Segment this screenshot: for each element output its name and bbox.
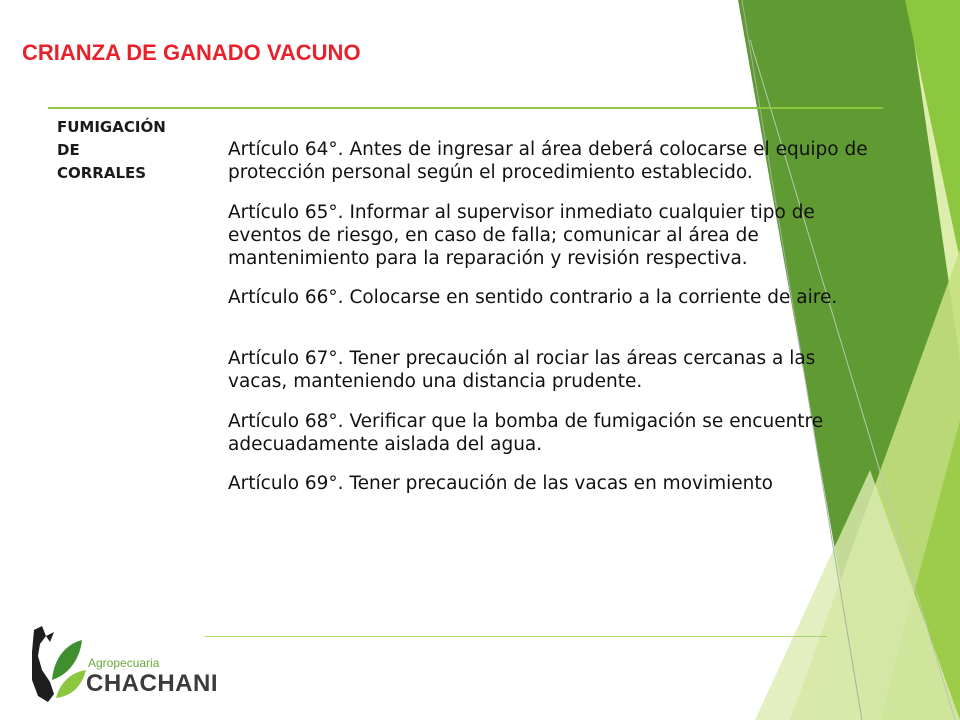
bottom-divider [205, 636, 827, 637]
article-67: Artículo 67°. Tener precaución al rociar las áreas cercanas a las vacas, manteniendo una distancia prudente. [228, 348, 816, 392]
articles-list [228, 138, 868, 495]
section-label-line: FUMIGACIÓN [57, 118, 166, 136]
slide-title: CRIANZA DE GANADO VACUNO [22, 40, 361, 65]
logo-subtitle: Agropecuaria [88, 656, 160, 670]
article-65: Artículo 65°. Informar al supervisor inmediato cualquier tipo de eventos de riesgo, en caso de falla; comunicar al área de mantenimiento para la reparación y revisión respectiva. [228, 202, 815, 269]
article-69: Artículo 69°. Tener precaución de las vacas en movimiento [228, 473, 773, 494]
article-68: Artículo 68°. Verificar que la bomba de fumigación se encuentre adecuadamente aislada del agua. [228, 411, 824, 455]
cow-leaf-logo-icon [30, 622, 90, 706]
company-logo [30, 622, 218, 706]
section-label-line: DE [57, 141, 80, 159]
section-label-line: CORRALES [57, 164, 147, 182]
top-divider [48, 107, 883, 109]
article-64: Artículo 64°. Antes de ingresar al área deberá colocarse el equipo de protección personal según el procedimiento establecido. [228, 139, 868, 183]
logo-name: CHACHANI [86, 670, 218, 697]
article-66: Artículo 66°. Colocarse en sentido contrario a la corriente de aire. [228, 287, 838, 308]
section-label [57, 116, 207, 185]
